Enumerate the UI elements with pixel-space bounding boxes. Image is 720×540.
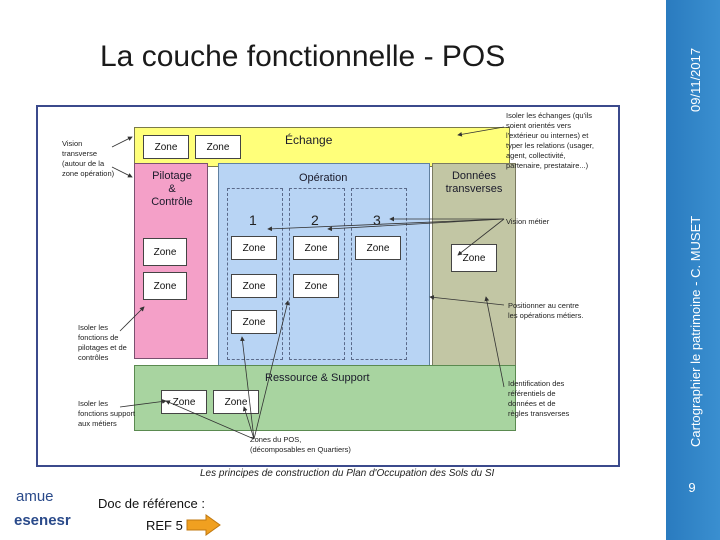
pilotage-label-3: Contrôle (151, 196, 193, 208)
slide-author: Cartographier le patrimoine - C. MUSET (688, 215, 703, 447)
quartier-number: 2 (311, 212, 319, 228)
pilotage-label-1: Pilotage (152, 170, 192, 182)
diagram-caption: Les principes de construction du Plan d'Occupation des Sols du SI (200, 468, 495, 479)
page-number: 9 (688, 480, 696, 495)
esenesr-logo: esenesr (14, 512, 71, 529)
note-zones-pos: Zones du POS, (décomposables en Quartiers) (250, 435, 351, 454)
zone-box: Zone (143, 238, 187, 266)
exchange-label: Échange (285, 133, 333, 147)
slide-date: 09/11/2017 (688, 47, 703, 112)
donnees-label-2: transverses (445, 183, 503, 195)
zone-box: Zone (195, 135, 241, 159)
note-isoler-echanges: Isoler les échanges (qu'ils soient orientés vers l'extérieur ou internes) et typer les relations (usager, agent, collectivité, partenaire, prestataire...) (506, 111, 594, 170)
zone-box: Zone (355, 236, 401, 260)
note-vision-metier: Vision métier (506, 217, 550, 226)
zone-box: Zone (293, 274, 339, 298)
amue-logo: amue (16, 488, 54, 505)
right-arrow-icon[interactable] (186, 514, 222, 536)
zone-box: Zone (293, 236, 339, 260)
operation-label: Opération (299, 172, 348, 184)
pilotage-label-2: & (168, 183, 176, 195)
quartier-number: 1 (249, 212, 257, 228)
reference-label: Doc de référence : (98, 496, 205, 511)
reference-code: REF 5 (146, 518, 183, 533)
pos-diagram (36, 105, 620, 467)
diagram-arrows (38, 107, 618, 465)
note-isoler-support: Isoler les fonctions support aux métiers (78, 399, 136, 428)
quartier-number: 3 (373, 212, 381, 228)
zone-box: Zone (231, 310, 277, 334)
note-vision: Vision transverse (autour de la zone opération) (62, 139, 115, 178)
note-isoler-pilotage: Isoler les fonctions de pilotages et de contrôles (78, 323, 127, 362)
zone-box: Zone (161, 390, 207, 414)
zone-box: Zone (143, 272, 187, 300)
zone-box: Zone (213, 390, 259, 414)
note-positionner: Positionner au centre les opérations métiers. (508, 301, 584, 320)
note-identification: Identification des référentiels de données et de règles transverses (508, 379, 570, 418)
slide-title: La couche fonctionnelle - POS (100, 40, 506, 73)
donnees-label-1: Données (451, 170, 497, 182)
zone-box: Zone (231, 236, 277, 260)
zone-box: Zone (143, 135, 189, 159)
zone-box: Zone (231, 274, 277, 298)
ressource-label: Ressource & Support (265, 372, 370, 384)
zone-box: Zone (451, 244, 497, 272)
